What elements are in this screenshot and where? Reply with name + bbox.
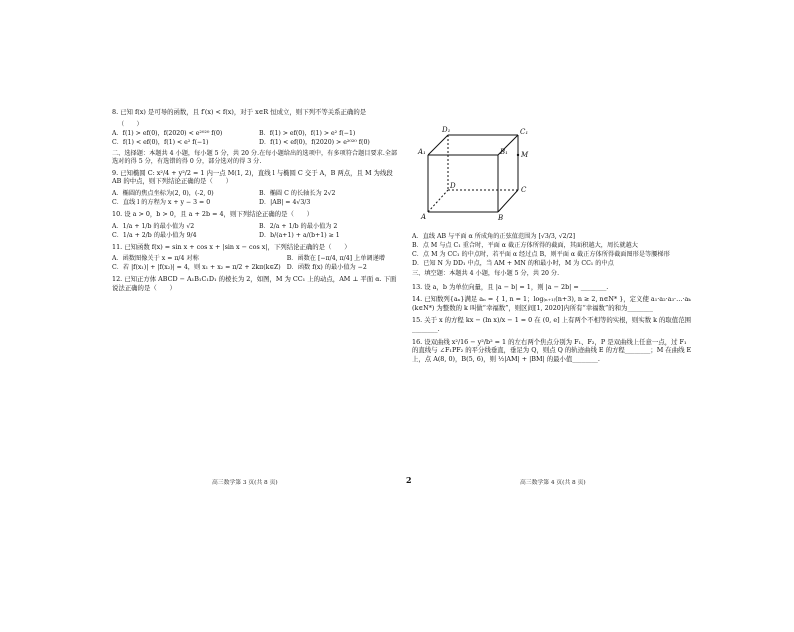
question-8-option-b: B．f(1) > ef(0)，f(1) > e² f(−1) [259, 129, 356, 137]
question-10-option-c: C．1/a + 2/b 的最小值为 9/4 [112, 231, 197, 239]
question-11-stem: 11. 已知函数 f(x) = sin x + cos x + |sin x − cos x|，下列结论正确的是（ ） [112, 242, 351, 251]
question-12-option-b: B．点 M 与点 C₁ 重合时，平面 α 截正方体所得的截面，其面积越大，周长就越大 [412, 242, 638, 249]
question-8-options [112, 129, 400, 147]
point-m [517, 154, 519, 156]
question-13: 13. 设 a，b 为单位向量，且 |a − b| = 1，则 |a − 2b| = ________. [412, 282, 609, 291]
question-11-option-d: D．函数 f(x) 的最小值为 −2 [286, 264, 367, 272]
cube-figure [418, 125, 538, 225]
question-8-stem: 8. 已知 f(x) 是可导的函数，且 f′(x) < f(x)，对于 x∈R 恒成立，则下列不等关系正确的是 [112, 108, 367, 116]
question-9-options [112, 189, 400, 207]
section-2-heading: 二、选择题：本题共 4 小题，每小题 5 分，共 20 分.在每小题给出的选项中，有多项符合题目要求.全部选对的得 5 分，有选错的得 0 分，部分选对的得 3 分. [112, 149, 398, 166]
edge-a-d [428, 190, 448, 212]
right-page-footer: 高三数学第 4 页(共 8 页) [520, 480, 586, 486]
question-10-option-b: B．2/a + 1/b 的最小值为 2 [259, 222, 338, 230]
question-9-option-b: B．椭圆 C 的长轴长为 2√2 [259, 189, 336, 197]
question-10-option-a: A．1/a + 1/b 的最小值为 √2 [112, 222, 195, 230]
label-b: B [498, 214, 504, 222]
question-9-stem: 9. 已知椭圆 C: x²/4 + y²/2 = 1 内一点 M(1, 2)，直线 l 与椭圆 C 交于 A，B 两点，且 M 为线段 AB 的中点，则下列结论正确的是（ ） [112, 168, 393, 186]
question-16: 16. 设双曲线 x²/16 − y²/b² = 1 的左右两个焦点分别为 F₁、F₂，P 是双曲线上任意一点，过 F₁ 的直线与 ∠F₁PF₂ 的平分线垂直，垂足为 Q，则点 Q 的轨迹曲线 E 的方程________；M 在曲线 E 上，点 A(8, 0)，B(5, 6)，则 ½|AM| + |BM| 的最小值________. [412, 337, 692, 363]
section-3-heading: 三、填空题：本题共 4 小题，每小题 5 分，共 20 分. [412, 270, 560, 277]
label-m: M [521, 151, 529, 159]
question-9-option-a: A．椭圆的焦点坐标为(2, 0)，(-2, 0) [112, 189, 214, 197]
left-page-footer: 高三数学第 3 页(共 8 页) [212, 480, 278, 486]
question-12-option-a: A．直线 AB 与平面 α 所成角的正弦值范围为 [√3/3, √2/2] [412, 233, 576, 240]
question-11-options [112, 254, 400, 272]
edge-b-c [498, 190, 518, 212]
label-d1: D₁ [442, 126, 451, 134]
question-8-option-c: C．f(1) < ef(0)，f(1) < e² f(−1) [112, 138, 209, 146]
question-10-option-d: D．b/(a+1) + a/(b+1) ≥ 1 [259, 231, 340, 239]
question-12-option-c: C．点 M 为 CC₁ 的中点时，若平面 α 经过点 B，则平面 α 截正方体所得截面图形是等腰梯形 [412, 251, 670, 258]
question-8-answer-paren: （ ） [118, 120, 143, 128]
page-marker: 2 [406, 475, 412, 485]
edge-a1-d1 [428, 135, 448, 155]
question-9-option-d: D．|AB| = 4√3/3 [259, 198, 311, 206]
question-9-option-c: C．直线 l 的方程为 x + y − 3 = 0 [112, 198, 211, 206]
label-c1: C₁ [520, 128, 529, 136]
label-c: C [521, 186, 527, 194]
question-11-option-c: C．若 |f(x₁)| + |f(x₂)| = 4，则 x₁ + x₂ = π/2 + 2kπ(k∈Z) [112, 264, 281, 272]
question-8-option-a: A．f(1) > ef(0)，f(2020) < e²⁰²⁰ f(0) [112, 129, 223, 137]
question-11-option-b: B．函数在 [−π/4, π/4] 上单调递增 [286, 255, 385, 263]
label-a: A [421, 213, 427, 221]
label-b1: B₁ [500, 148, 508, 156]
label-d: D [450, 182, 456, 190]
question-12-option-d: D．已知 N 为 DD₁ 中点，当 AM + MN 的和最小时，M 为 CC₁ 的中点 [412, 260, 614, 267]
label-a1: A₁ [418, 148, 426, 156]
question-15: 15. 关于 x 的方程 kx − (ln x)/x − 1 = 0 在 (0, e] 上有两个不相等的实根，则实数 k 的取值范围________. [412, 316, 691, 333]
right-page [412, 232, 694, 632]
left-page [112, 108, 400, 508]
question-10-stem: 10. 设 a > 0，b > 0，且 a + 2b = 4，则下列结论正确的是（ ） [112, 209, 314, 218]
question-11-option-a: A．函数图像关于 x = π/4 对称 [112, 255, 199, 263]
question-8-option-d: D．f(1) < ef(0)，f(2020) > e²⁰²⁰ f(0) [259, 138, 370, 146]
question-14: 14. 已知数列{aₙ}满足 aₙ = { 1, n = 1；log₍ₙ₊₁₎(n+3), n ≥ 2, n∈N* }，定义使 a₁·a₂·a₃·…·aₖ (k∈N*) 为整数的 k 叫做“幸福数”，则区间[1, 2020]内所有“幸福数”的和为________ [412, 295, 691, 312]
question-10-options [112, 222, 400, 240]
question-12-stem: 12. 已知正方体 ABCD − A₁B₁C₁D₁ 的棱长为 2，如图，M 为 CC₁ 上的动点，AM ⊥ 平面 α. 下面说法正确的是（ ） [112, 275, 397, 292]
